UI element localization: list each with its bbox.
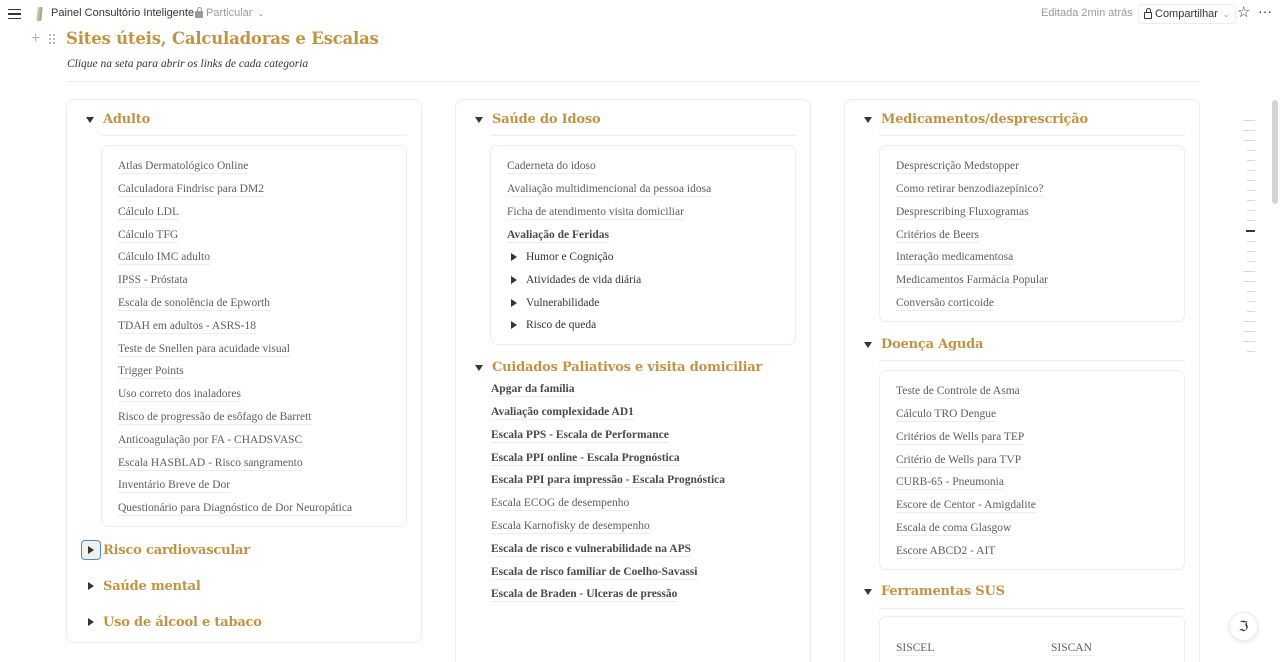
link-item-avaliacao-feridas[interactable]: Avaliação de Feridas [507,229,609,241]
toggle-expanded-icon[interactable] [86,117,94,123]
link-item[interactable]: Risco de progressão de esôfago de Barrett [118,411,312,423]
toggle-expanded-icon[interactable] [475,365,483,371]
link-item[interactable]: Desprescrição Medstopper [896,160,1019,172]
triangle-right-icon [511,253,517,261]
heading-divider [490,135,796,136]
toggle-heading-medicamentos [864,112,1088,127]
toggle-heading-saude-mental [81,576,201,596]
sidebar-menu-button[interactable] [8,6,24,22]
links-card [879,370,1185,570]
column-saude-idoso [455,99,811,662]
link-item[interactable]: Desprescribing Fluxogramas [896,206,1029,218]
toggle-heading-cuidados-paliativos [475,360,762,375]
link-item[interactable]: Trigger Points [118,365,184,377]
link-item[interactable]: CURB-65 - Pneumonia [896,476,1004,488]
toggle-expanded-icon[interactable] [864,342,872,348]
link-item[interactable]: Avaliação complexidade AD1 [491,406,634,418]
section-heading: Medicamentos/desprescrição [881,112,1088,127]
edited-timestamp: Editada 2min atrás [1041,7,1133,19]
link-item[interactable]: Teste de Snellen para acuidade visual [118,343,290,355]
chevron-down-icon: ⌄ [1222,9,1230,19]
link-item[interactable]: Medicamentos Farmácia Popular [896,274,1049,286]
link-item[interactable]: Escala de risco e vulnerabilidade na APS [491,543,691,555]
toggle-heading-alcool-tabaco [81,612,262,632]
heading-divider [879,608,1185,609]
top-bar [0,0,1280,28]
lock-icon [195,11,203,18]
privacy-dropdown[interactable] [195,7,264,19]
page-subtitle: Clique na seta para abrir os links de cada categoria [67,58,309,70]
column-adulto [66,99,422,643]
link-item-siscan[interactable]: SISCAN [1051,642,1092,654]
link-item[interactable]: Escala Karnofisky de desempenho [491,520,650,532]
link-item[interactable]: Conversão corticoide [896,297,995,309]
link-item[interactable]: Atlas Dermatológico Online [118,160,249,172]
link-item[interactable]: Critérios de Beers [896,229,980,241]
link-item[interactable]: Escala de risco familiar de Coelho-Savassi [491,566,698,578]
triangle-right-icon [511,321,517,329]
section-heading: Saúde do Idoso [492,112,601,127]
sub-toggle-label: Humor e Cognição [526,251,614,263]
link-item[interactable]: Escala ECOG de desempenho [491,497,630,509]
link-item[interactable]: Apgar da família [491,383,575,395]
toggle-heading-adulto [86,112,150,127]
link-item[interactable]: Cálculo TRO Dengue [896,408,997,420]
sub-toggle-risco-queda[interactable] [511,319,596,331]
favorite-star-icon[interactable]: ☆ [1237,4,1251,21]
link-item[interactable]: Uso correto dos inaladores [118,388,241,400]
link-item[interactable]: Escala de Braden - Ulceras de pressão [491,588,678,600]
breadcrumb-page-title[interactable]: Painel Consultório Inteligente [51,7,195,19]
link-item[interactable]: Escala HASBLAD - Risco sangramento [118,457,303,469]
links-card [101,145,407,527]
ai-assistant-icon[interactable]: ℑ [1229,612,1258,641]
heading-divider [879,135,1185,136]
link-item[interactable]: Escala PPI para impressão - Escala Prognóstica [491,474,726,486]
section-heading: Adulto [103,112,151,127]
link-item[interactable]: Critério de Wells para TVP [896,454,1022,466]
link-item[interactable]: Escore ABCD2 - AIT [896,545,996,557]
sub-toggle-label: Atividades de vida diária [526,274,642,286]
sub-toggle-label: Vulnerabilidade [526,297,600,309]
triangle-right-icon [511,299,517,307]
sub-toggle-humor-cognicao[interactable] [511,251,614,263]
heading-divider [879,360,1185,361]
privacy-label: Particular [206,7,253,19]
lock-icon [1144,12,1152,19]
section-heading: Saúde mental [103,578,201,594]
toggle-expanded-icon[interactable] [864,589,872,595]
toggle-expanded-icon[interactable] [475,117,483,123]
link-item[interactable]: Critérios de Wells para TEP [896,431,1025,443]
triangle-right-icon [511,276,517,284]
sub-toggle-atividades-vida-diaria[interactable] [511,274,641,286]
table-of-contents-minimap[interactable] [1243,120,1255,361]
link-item[interactable]: Cálculo LDL [118,206,179,218]
link-item[interactable]: IPSS - Próstata [118,274,188,286]
link-item[interactable]: Anticoagulação por FA - CHADSVASC [118,434,303,446]
column-medicamentos [844,99,1200,662]
links-card [490,145,796,345]
divider [66,81,1200,82]
link-item[interactable]: Cálculo IMC adulto [118,251,210,263]
section-heading: Cuidados Paliativos e visita domiciliar [492,360,763,375]
share-button[interactable] [1138,4,1236,24]
section-heading: Doença Aguda [881,337,984,352]
chevron-down-icon: ⌄ [257,8,265,18]
link-item[interactable]: Caderneta do idoso [507,160,596,172]
toggle-collapsed-button[interactable] [81,576,101,596]
section-heading: Ferramentas SUS [881,584,1005,599]
link-item[interactable]: Calculadora Findrisc para DM2 [118,183,264,195]
section-heading: Risco cardiovascular [103,542,250,558]
link-item[interactable]: Interação medicamentosa [896,251,1014,263]
toggle-collapsed-button[interactable] [81,612,101,632]
triangle-right-icon [88,618,94,626]
section-heading: Uso de álcool e tabaco [103,614,262,630]
triangle-right-icon [88,582,94,590]
drag-handle-icon[interactable] [48,33,56,45]
toggle-expanded-icon[interactable] [864,117,872,123]
link-item[interactable]: Ficha de atendimento visita domiciliar [507,206,684,218]
vertical-scrollbar[interactable] [1272,100,1278,204]
links-card [879,145,1185,322]
more-options-icon[interactable]: ··· [1258,3,1272,19]
add-block-icon[interactable]: + [31,30,41,47]
sub-toggle-label: Risco de queda [526,319,597,331]
toggle-collapsed-button[interactable] [81,540,101,560]
toggle-heading-doenca-aguda [864,337,983,352]
link-item[interactable]: Teste de Controle de Asma [896,385,1020,397]
link-item[interactable]: Escala de coma Glasgow [896,522,1012,534]
link-item-siscel[interactable]: SISCEL [896,642,935,654]
share-label: Compartilhar [1155,8,1218,20]
toggle-heading-saude-idoso [475,112,600,127]
triangle-right-icon [88,546,94,554]
link-item[interactable]: Escala PPS - Escala de Performance [491,429,669,441]
toggle-heading-risco-cardiovascular [81,540,250,560]
heading-divider [101,135,407,136]
link-item[interactable]: Inventário Breve de Dor [118,479,231,491]
link-item[interactable]: Cálculo TFG [118,229,179,241]
link-item[interactable]: Questionário para Diagnóstico de Dor Neuropática [118,502,353,514]
link-item[interactable]: TDAH em adultos - ASRS-18 [118,320,256,332]
link-item[interactable]: Escala de sonolência de Epworth [118,297,270,309]
toggle-heading-ferramentas-sus [864,584,1005,599]
link-item[interactable]: Escala PPI online - Escala Prognóstica [491,452,680,464]
page-icon [36,7,42,21]
sub-toggle-vulnerabilidade[interactable] [511,297,599,309]
link-item[interactable]: Escore de Centor - Amigdalite [896,499,1036,511]
link-item[interactable]: Avaliação multidimencional da pessoa idosa [507,183,712,195]
page-title: Sites úteis, Calculadoras e Escalas [66,29,379,48]
link-item[interactable]: Como retirar benzodiazepínico? [896,183,1044,195]
links-card [879,616,1185,662]
